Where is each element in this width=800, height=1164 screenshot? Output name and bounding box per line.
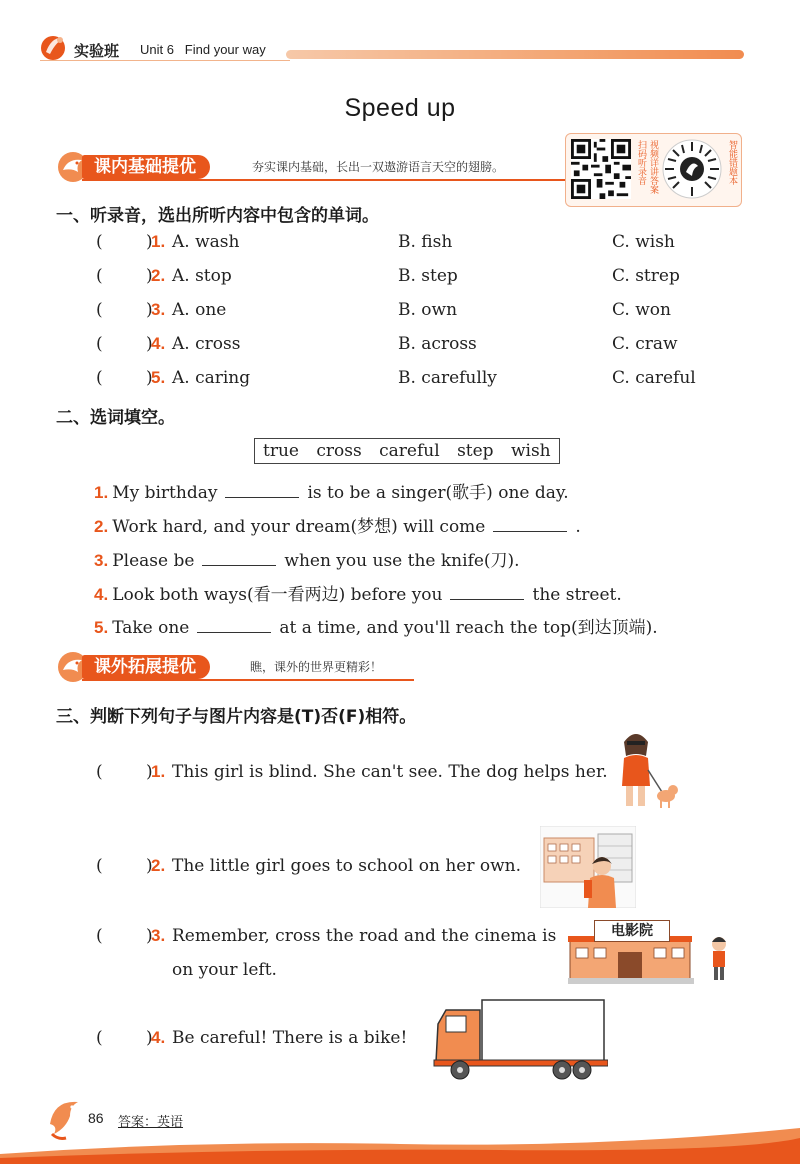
listening-question — [0, 300, 800, 324]
answer-bracket[interactable]: ( — [96, 334, 103, 354]
sentence-start: Please be — [112, 551, 195, 571]
word-bank — [254, 438, 560, 464]
section-banner-extension — [56, 652, 416, 682]
answer-bracket-close: ) — [146, 266, 153, 286]
question-number: 4. — [94, 585, 109, 604]
answer-blank[interactable] — [450, 583, 524, 600]
question-number: 1. — [151, 762, 166, 781]
sentence-start: Take one — [112, 618, 190, 638]
option-a: A. caring — [172, 368, 251, 388]
answer-bracket-close: ) — [146, 762, 153, 782]
question-text: The little girl goes to school on her own. — [172, 856, 522, 876]
series-name: 实验班 — [74, 43, 120, 60]
footer-answer-label: 答案：英语 — [118, 1115, 184, 1130]
option-a: A. cross — [172, 334, 241, 354]
word-bank-item: cross — [316, 441, 362, 461]
listening-question — [0, 266, 800, 290]
option-c: C. wish — [612, 232, 675, 252]
word-bank-item: step — [457, 441, 494, 461]
sentence-end: at a time, and you'll reach the top(到达顶端). — [279, 618, 658, 638]
question-number: 2. — [151, 266, 166, 285]
question-number: 1. — [151, 232, 166, 251]
question-number: 5. — [151, 368, 166, 387]
listening-question — [0, 232, 800, 256]
sentence-end: when you use the knife(刀). — [284, 551, 520, 571]
option-c: C. strep — [612, 266, 680, 286]
section-title: 课内基础提优 — [82, 155, 210, 179]
answer-bracket[interactable]: ( — [96, 1028, 103, 1048]
question-number: 3. — [151, 926, 166, 945]
fill-in-question — [94, 580, 622, 605]
word-bank-item: wish — [510, 441, 551, 461]
section-slogan: 夯实课内基础，长出一双遨游语言天空的翅膀。 — [252, 160, 505, 174]
question-number: 3. — [94, 551, 109, 570]
answer-blank[interactable] — [225, 481, 299, 498]
question-text-continued: on your left. — [172, 960, 277, 980]
question-heading-2: 二、选词填空。 — [56, 408, 175, 428]
section-underline — [82, 179, 598, 181]
mini-program-code-icon[interactable] — [662, 139, 722, 199]
dolphin-footer-icon — [44, 1094, 86, 1144]
answer-bracket-close: ) — [146, 232, 153, 252]
question-number: 1. — [94, 483, 109, 502]
listening-question — [0, 334, 800, 358]
listening-question — [0, 368, 800, 392]
question-text: Be careful! There is a bike! — [172, 1028, 408, 1048]
question-number: 3. — [151, 300, 166, 319]
unit-title: Unit 6 Find your way — [140, 42, 266, 57]
answer-bracket-close: ) — [146, 926, 153, 946]
section-underline — [82, 679, 414, 681]
question-text: This girl is blind. She can't see. The dog helps her. — [172, 762, 608, 782]
answer-blank[interactable] — [197, 616, 271, 633]
cinema-sign: 电影院 — [594, 920, 670, 942]
option-a: A. wash — [172, 232, 240, 252]
answer-bracket-close: ) — [146, 300, 153, 320]
qr-code-panel — [565, 133, 742, 207]
option-a: A. one — [172, 300, 227, 320]
header-divider — [40, 60, 290, 61]
sentence-start: Look both ways(看一看两边) before you — [112, 585, 443, 605]
option-a: A. stop — [172, 266, 232, 286]
blind-girl-with-dog-illustration — [610, 730, 680, 812]
sentence-end: is to be a singer(歌手) one day. — [307, 483, 569, 503]
page-number: 86 — [88, 1110, 104, 1126]
answer-bracket[interactable]: ( — [96, 266, 103, 286]
question-number: 2. — [151, 856, 166, 875]
option-b: B. own — [398, 300, 458, 320]
option-c: C. craw — [612, 334, 678, 354]
option-c: C. won — [612, 300, 671, 320]
fill-in-question — [94, 613, 658, 638]
section-title: 课外拓展提优 — [82, 655, 210, 679]
fill-in-question — [94, 478, 569, 503]
option-b: B. across — [398, 334, 477, 354]
answer-bracket-close: ) — [146, 334, 153, 354]
question-number: 2. — [94, 517, 109, 536]
question-text: Remember, cross the road and the cinema is — [172, 926, 557, 946]
answer-bracket-close: ) — [146, 1028, 153, 1048]
answer-bracket-close: ) — [146, 856, 153, 876]
option-b: B. carefully — [398, 368, 497, 388]
word-bank-item: careful — [379, 441, 440, 461]
question-heading-3: 三、判断下列句子与图片内容是(T)否(F)相符。 — [56, 707, 417, 727]
answer-bracket[interactable]: ( — [96, 300, 103, 320]
option-b: B. step — [398, 266, 458, 286]
qr-caption-mistakes: 智能错题本 — [727, 140, 737, 185]
answer-bracket[interactable]: ( — [96, 762, 103, 782]
answer-blank[interactable] — [202, 549, 276, 566]
cinema-illustration — [568, 918, 736, 986]
qr-caption-video: 视频详讲答案 — [648, 140, 658, 194]
question-number: 5. — [94, 618, 109, 637]
sentence-end: the street. — [532, 585, 622, 605]
answer-bracket[interactable]: ( — [96, 232, 103, 252]
header-decor-bar — [286, 50, 744, 59]
truck-illustration — [432, 994, 608, 1082]
answer-bracket[interactable]: ( — [96, 856, 103, 876]
girl-near-school-illustration — [540, 826, 636, 908]
option-c: C. careful — [612, 368, 696, 388]
question-number: 4. — [151, 334, 166, 353]
qr-code-icon[interactable] — [571, 139, 631, 199]
answer-blank[interactable] — [493, 515, 567, 532]
fill-in-question — [94, 546, 520, 571]
qr-caption-listen: 扫码听录音 — [636, 140, 646, 185]
answer-bracket[interactable]: ( — [96, 368, 103, 388]
fill-in-question — [94, 512, 581, 537]
series-logo-icon — [38, 32, 68, 62]
sentence-end: . — [575, 517, 581, 537]
answer-bracket-close: ) — [146, 368, 153, 388]
question-number: 4. — [151, 1028, 166, 1047]
sentence-start: Work hard, and your dream(梦想) will come — [112, 517, 486, 537]
section-banner-basic — [56, 152, 546, 182]
sentence-start: My birthday — [112, 483, 218, 503]
section-slogan: 瞧，课外的世界更精彩！ — [250, 660, 383, 674]
page-title: Speed up — [344, 94, 456, 122]
answer-bracket[interactable]: ( — [96, 926, 103, 946]
option-b: B. fish — [398, 232, 453, 252]
word-bank-item: true — [263, 441, 299, 461]
question-heading-1: 一、听录音，选出所听内容中包含的单词。 — [56, 206, 379, 226]
